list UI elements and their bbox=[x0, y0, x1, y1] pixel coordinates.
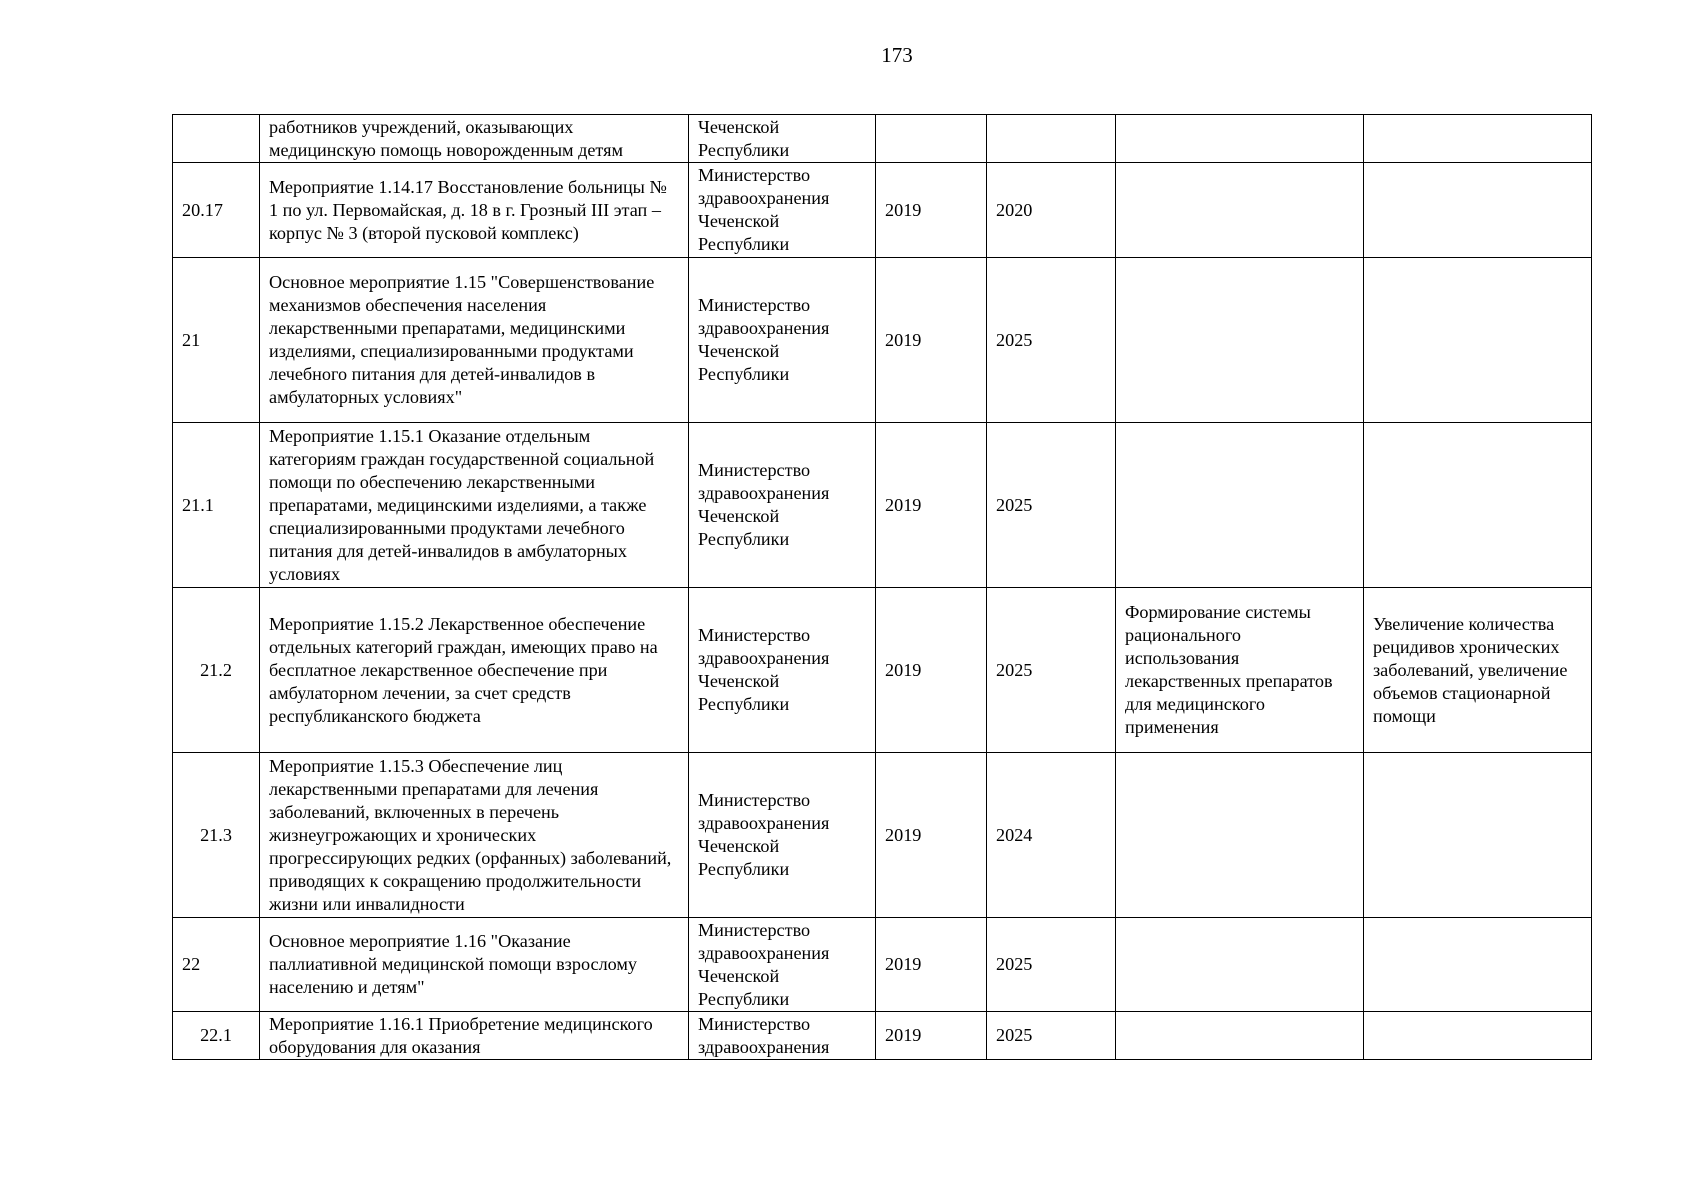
table-row bbox=[173, 588, 1592, 753]
event-cell: Основное мероприятие 1.15 "Совершенствование механизмов обеспечения населения лекарственными препаратами, медицинскими изделиями, специализированными продуктами лечебного питания для детей-инвалидов в амбулаторных условиях" bbox=[260, 258, 689, 423]
end-year-cell: 2025 bbox=[987, 588, 1116, 753]
event-cell: Мероприятие 1.15.2 Лекарственное обеспечение отдельных категорий граждан, имеющих право на бесплатное лекарственное обеспечение при амбулаторном лечении, за счет средств республиканского бюджета bbox=[260, 588, 689, 753]
page-number: 173 bbox=[881, 43, 913, 67]
end-year-cell: 2025 bbox=[987, 1012, 1116, 1060]
end-year-cell: 2020 bbox=[987, 163, 1116, 258]
start-year-cell: 2019 bbox=[876, 753, 987, 918]
executor-cell: Министерство здравоохранения Чеченской Республики bbox=[689, 423, 876, 588]
end-year-cell bbox=[987, 115, 1116, 163]
row-number-cell: 20.17 bbox=[173, 163, 260, 258]
end-year-cell: 2025 bbox=[987, 918, 1116, 1012]
end-year-cell: 2025 bbox=[987, 258, 1116, 423]
table-row bbox=[173, 163, 1592, 258]
consequence-cell bbox=[1364, 115, 1592, 163]
row-number-cell: 22 bbox=[173, 918, 260, 1012]
table-row bbox=[173, 918, 1592, 1012]
event-cell: Основное мероприятие 1.16 "Оказание паллиативной медицинской помощи взрослому населению и детям" bbox=[260, 918, 689, 1012]
row-number-cell: 21.2 bbox=[173, 588, 260, 753]
event-cell: работников учреждений, оказывающих медицинскую помощь новорожденным детям bbox=[260, 115, 689, 163]
executor-cell: Чеченской Республики bbox=[689, 115, 876, 163]
expected-result-cell bbox=[1116, 163, 1364, 258]
consequence-cell bbox=[1364, 1012, 1592, 1060]
table-row bbox=[173, 423, 1592, 588]
start-year-cell: 2019 bbox=[876, 918, 987, 1012]
consequence-cell bbox=[1364, 258, 1592, 423]
row-number-cell: 21 bbox=[173, 258, 260, 423]
event-cell: Мероприятие 1.15.1 Оказание отдельным категориям граждан государственной социальной помощи по обеспечению лекарственными препаратами, медицинскими изделиями, а также специализированными продуктами лечебного питания для детей-инвалидов в амбулаторных условиях bbox=[260, 423, 689, 588]
event-cell: Мероприятие 1.15.3 Обеспечение лиц лекарственными препаратами для лечения заболеваний, включенных в перечень жизнеугрожающих и хронических прогрессирующих редких (орфанных) заболеваний, приводящих к сокращению продолжительности жизни или инвалидности bbox=[260, 753, 689, 918]
executor-cell: Министерство здравоохранения bbox=[689, 1012, 876, 1060]
table-row bbox=[173, 1012, 1592, 1060]
expected-result-cell bbox=[1116, 258, 1364, 423]
event-cell: Мероприятие 1.16.1 Приобретение медицинского оборудования для оказания bbox=[260, 1012, 689, 1060]
start-year-cell: 2019 bbox=[876, 163, 987, 258]
end-year-cell: 2024 bbox=[987, 753, 1116, 918]
executor-cell: Министерство здравоохранения Чеченской Республики bbox=[689, 163, 876, 258]
expected-result-cell bbox=[1116, 753, 1364, 918]
consequence-cell bbox=[1364, 753, 1592, 918]
executor-cell: Министерство здравоохранения Чеченской Республики bbox=[689, 258, 876, 423]
consequence-cell bbox=[1364, 918, 1592, 1012]
row-number-cell: 21.1 bbox=[173, 423, 260, 588]
row-number-cell: 21.3 bbox=[173, 753, 260, 918]
table-row bbox=[173, 115, 1592, 163]
consequence-cell: Увеличение количества рецидивов хронических заболеваний, увеличение объемов стационарной помощи bbox=[1364, 588, 1592, 753]
executor-cell: Министерство здравоохранения Чеченской Республики bbox=[689, 918, 876, 1012]
expected-result-cell bbox=[1116, 1012, 1364, 1060]
event-cell: Мероприятие 1.14.17 Восстановление больницы № 1 по ул. Первомайская, д. 18 в г. Грозный III этап – корпус № 3 (второй пусковой комплекс) bbox=[260, 163, 689, 258]
expected-result-cell bbox=[1116, 918, 1364, 1012]
executor-cell: Министерство здравоохранения Чеченской Республики bbox=[689, 753, 876, 918]
expected-result-cell bbox=[1116, 115, 1364, 163]
end-year-cell: 2025 bbox=[987, 423, 1116, 588]
expected-result-cell: Формирование системы рационального использования лекарственных препаратов для медицинского применения bbox=[1116, 588, 1364, 753]
start-year-cell: 2019 bbox=[876, 258, 987, 423]
start-year-cell: 2019 bbox=[876, 588, 987, 753]
executor-cell: Министерство здравоохранения Чеченской Республики bbox=[689, 588, 876, 753]
start-year-cell bbox=[876, 115, 987, 163]
start-year-cell: 2019 bbox=[876, 423, 987, 588]
row-number-cell: 22.1 bbox=[173, 1012, 260, 1060]
table-row bbox=[173, 753, 1592, 918]
row-number-cell bbox=[173, 115, 260, 163]
expected-result-cell bbox=[1116, 423, 1364, 588]
measures-table bbox=[172, 114, 1592, 1060]
consequence-cell bbox=[1364, 423, 1592, 588]
consequence-cell bbox=[1364, 163, 1592, 258]
start-year-cell: 2019 bbox=[876, 1012, 987, 1060]
table-row bbox=[173, 258, 1592, 423]
